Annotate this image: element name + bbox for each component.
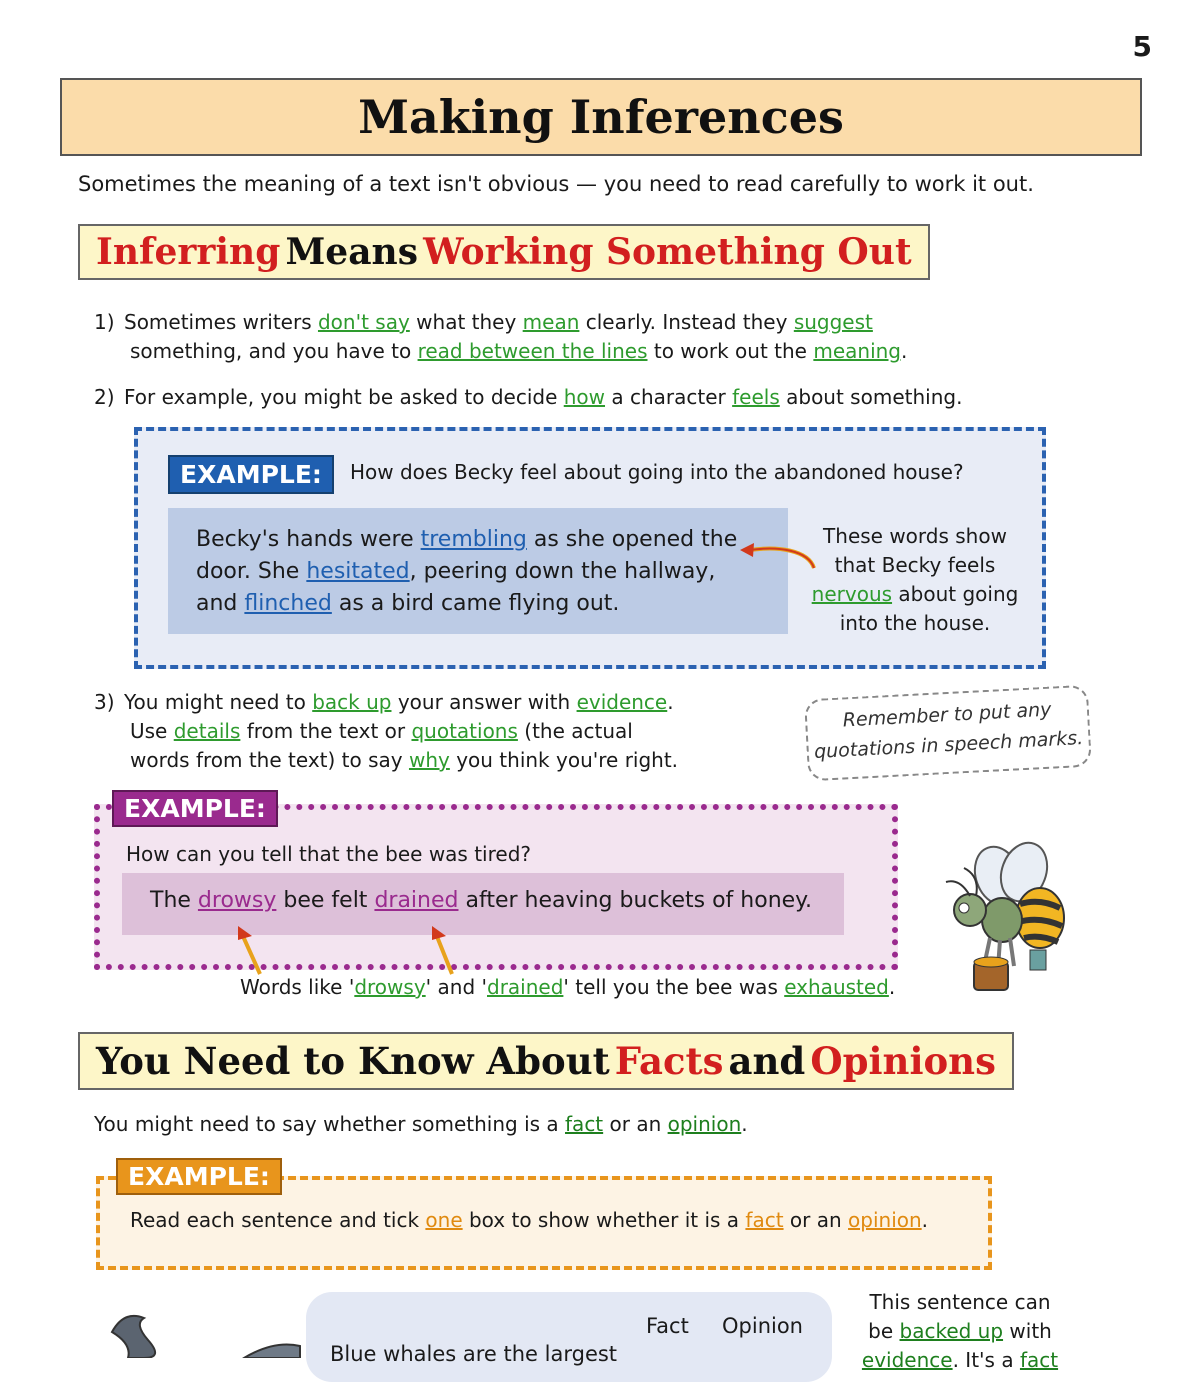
- text: as she opened the: [526, 527, 738, 552]
- heading2-part2: Facts: [614, 1039, 724, 1083]
- word-one: one: [425, 1208, 463, 1232]
- text: .: [888, 975, 896, 999]
- word-hesitated: hesitated: [306, 559, 410, 584]
- text: from the text or: [240, 719, 412, 743]
- page-title: Making Inferences: [358, 90, 844, 144]
- note-line: This sentence can: [869, 1290, 1051, 1314]
- text: be: [868, 1319, 900, 1343]
- text: to work out the: [647, 339, 814, 363]
- text: Sometimes writers: [124, 310, 318, 334]
- text: about something.: [779, 385, 963, 409]
- passage-text: [196, 524, 776, 620]
- keyword-evidence: evidence: [576, 690, 668, 714]
- heading1-part3: Working Something Out: [423, 231, 912, 273]
- keyword-feels: feels: [732, 385, 780, 409]
- text: ' and ': [425, 975, 487, 999]
- word-exhausted: exhausted: [784, 975, 889, 999]
- text: with: [1003, 1319, 1052, 1343]
- example-note: [240, 975, 895, 999]
- example-tag: EXAMPLE:: [168, 455, 334, 494]
- text: The: [150, 888, 198, 913]
- text: your answer with: [391, 690, 577, 714]
- reminder-line: Remember to put any: [842, 698, 1052, 732]
- word-drained: drained: [374, 888, 459, 913]
- text: .: [667, 690, 674, 714]
- heading2-part3: and: [728, 1039, 806, 1083]
- text: you think you're right.: [449, 748, 679, 772]
- point-2: [94, 383, 1094, 412]
- keyword-why: why: [408, 748, 450, 772]
- table-row: Blue whales are the largest: [330, 1342, 618, 1366]
- column-header-fact: Fact: [646, 1314, 689, 1338]
- text: Words like ': [240, 975, 355, 999]
- example-sentence: [150, 888, 812, 913]
- example-note: [800, 522, 1030, 638]
- column-header-opinion: Opinion: [722, 1314, 803, 1338]
- keyword-back-up: back up: [312, 690, 392, 714]
- text: after heaving buckets of honey.: [458, 888, 813, 913]
- point-3: [94, 688, 734, 775]
- example-tag: EXAMPLE:: [112, 790, 278, 827]
- text: (the actual: [517, 719, 633, 743]
- text: clearly. Instead they: [579, 310, 794, 334]
- text: about going: [892, 582, 1019, 606]
- text: .: [921, 1208, 929, 1232]
- text: . It's a: [952, 1348, 1020, 1372]
- word-nervous: nervous: [811, 582, 893, 606]
- text: or an: [783, 1208, 849, 1232]
- text: what they: [409, 310, 523, 334]
- word-fact: fact: [1019, 1348, 1059, 1372]
- text: or an: [603, 1112, 668, 1136]
- keyword-dont-say: don't say: [317, 310, 410, 334]
- text: something, and you have to: [130, 339, 418, 363]
- intro-text: Sometimes the meaning of a text isn't obvious — you need to read carefully to work it out.: [78, 172, 1034, 196]
- point-1: [94, 308, 994, 366]
- text: You might need to: [124, 690, 313, 714]
- text: a character: [605, 385, 733, 409]
- word-drowsy: drowsy: [354, 975, 426, 999]
- point-number: 2): [94, 385, 115, 409]
- text: box to show whether it is a: [462, 1208, 746, 1232]
- word-backed-up: backed up: [899, 1319, 1004, 1343]
- point-number: 3): [94, 690, 115, 714]
- note-line: into the house.: [839, 611, 991, 635]
- keyword-read-between-lines: read between the lines: [417, 339, 648, 363]
- example-tag: EXAMPLE:: [116, 1158, 282, 1195]
- text: door. She: [196, 559, 307, 584]
- keyword-mean: mean: [522, 310, 580, 334]
- section-heading-facts: [78, 1032, 1014, 1090]
- whale-illustration-icon: [104, 1310, 304, 1358]
- reminder-line: quotations in speech marks.: [813, 726, 1084, 764]
- text: as a bird came flying out.: [331, 591, 620, 616]
- example-question: How does Becky feel about going into the abandoned house?: [350, 460, 964, 484]
- example-instruction: [130, 1208, 928, 1232]
- example-question: How can you tell that the bee was tired?: [126, 842, 531, 866]
- side-note: [850, 1288, 1070, 1375]
- text: Becky's hands were: [196, 527, 421, 552]
- word-drowsy: drowsy: [197, 888, 277, 913]
- facts-intro: [94, 1112, 748, 1136]
- word-fact: fact: [745, 1208, 784, 1232]
- point-number: 1): [94, 310, 115, 334]
- word-trembling: trembling: [420, 527, 527, 552]
- keyword-fact: fact: [565, 1112, 604, 1136]
- text: You might need to say whether something is a: [94, 1112, 566, 1136]
- heading1-part2: Means: [285, 231, 418, 273]
- keyword-quotations: quotations: [411, 719, 518, 743]
- note-line: These words show: [823, 524, 1007, 548]
- heading1-part1: Inferring: [96, 231, 281, 273]
- bee-illustration-icon: [940, 838, 1070, 998]
- text: .: [741, 1112, 748, 1136]
- word-drained: drained: [487, 975, 564, 999]
- word-opinion: opinion: [848, 1208, 922, 1232]
- text: bee felt: [276, 888, 375, 913]
- keyword-meaning: meaning: [813, 339, 901, 363]
- text: words from the text) to say: [130, 748, 409, 772]
- text: and: [196, 591, 245, 616]
- word-flinched: flinched: [244, 591, 332, 616]
- keyword-details: details: [173, 719, 241, 743]
- heading2-part4: Opinions: [810, 1039, 996, 1083]
- text: Read each sentence and tick: [130, 1208, 426, 1232]
- heading2-part1: You Need to Know About: [96, 1039, 610, 1083]
- arrows-icon: [232, 924, 472, 978]
- section-heading-inferring: [78, 224, 930, 280]
- note-line: that Becky feels: [834, 553, 996, 577]
- keyword-opinion: opinion: [667, 1112, 742, 1136]
- title-bar: [60, 78, 1142, 156]
- text: ' tell you the bee was: [563, 975, 785, 999]
- text: , peering down the hallway,: [409, 559, 716, 584]
- text: .: [901, 339, 908, 363]
- reminder-note: [804, 685, 1092, 782]
- text: For example, you might be asked to decide: [124, 385, 564, 409]
- word-evidence: evidence: [861, 1348, 953, 1372]
- keyword-suggest: suggest: [793, 310, 873, 334]
- keyword-how: how: [563, 385, 606, 409]
- text: Use: [130, 719, 174, 743]
- page-number: 5: [1132, 30, 1152, 63]
